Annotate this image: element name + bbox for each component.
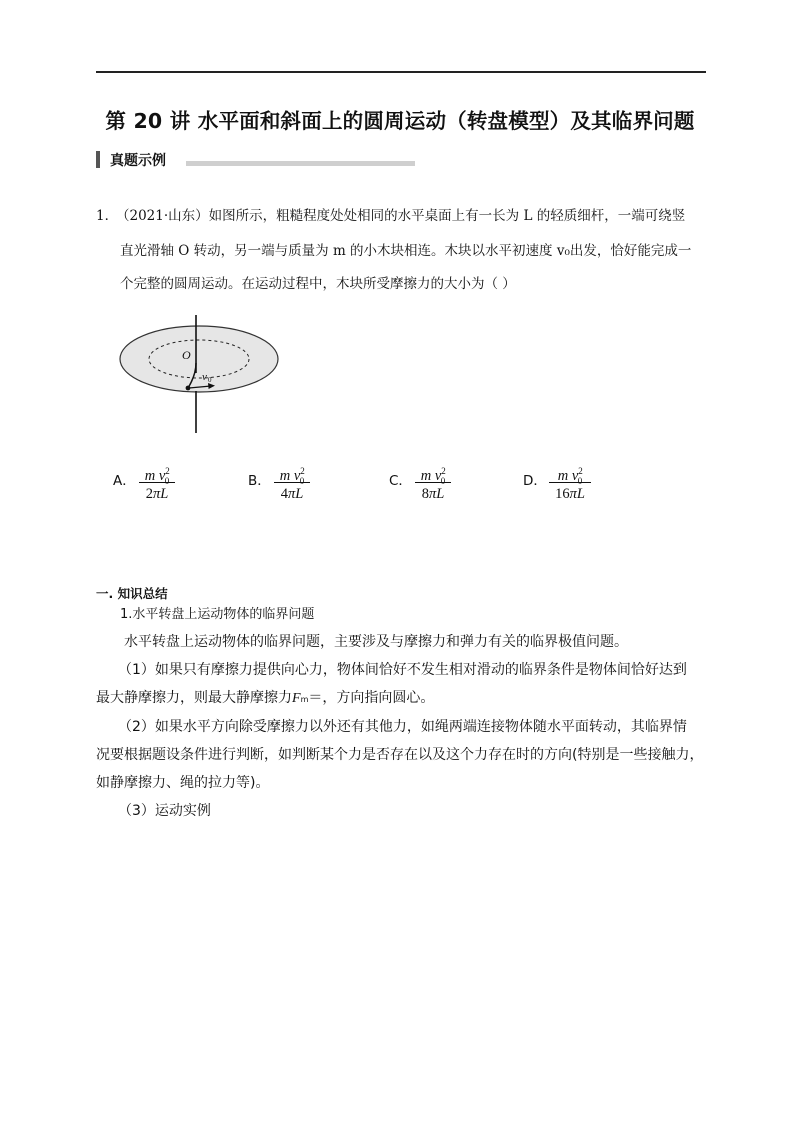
knowledge-intro: 水平转盘上运动物体的临界问题，主要涉及与摩擦力和弹力有关的临界极值问题。 — [124, 634, 628, 650]
turntable-figure — [116, 313, 282, 437]
fm-symbol: F — [292, 691, 301, 706]
knowledge-p1-line2: 最大静摩擦力，则最大静摩擦力Fm＝，方向指向圆心。 — [96, 690, 435, 706]
choice-c[interactable] — [389, 462, 459, 510]
knowledge-heading: 一. 知识总结 — [96, 586, 168, 601]
choice-d-formula: m $v^2_0$ 16πL — [549, 462, 591, 504]
choice-c-formula: m $v^2_0$ 8πL — [415, 462, 451, 504]
choice-letter: C． — [389, 473, 412, 489]
knowledge-p1-line1: （1）如果只有摩擦力提供向心力，物体间恰好不发生相对滑动的临界条件是物体间恰好达到 — [118, 662, 687, 678]
choice-letter: A． — [113, 473, 136, 489]
velocity-label: v — [202, 371, 207, 383]
question-line-2: 直光滑轴 O 转动，另一端与质量为 m 的小木块相连。木块以水平初速度 v₀出发，恰好能完成一 — [120, 243, 692, 259]
choice-b[interactable] — [248, 462, 318, 510]
knowledge-p2-line1: （2）如果水平方向除受摩擦力以外还有其他力，如绳两端连接物体随水平面转动，其临界情 — [118, 719, 687, 735]
choice-a-formula: m $v^2_0$ 2πL — [139, 462, 175, 504]
knowledge-p2-line2: 况要根据题设条件进行判断，如判断某个力是否存在以及这个力存在时的方向(特别是一些接触力， — [96, 747, 704, 763]
section-marker — [96, 151, 100, 168]
choice-letter: D． — [523, 473, 547, 489]
knowledge-p2-line3: 如静摩擦力、绳的拉力等)。 — [96, 775, 270, 791]
point-o-label: O — [182, 348, 191, 362]
question-line-1: （2021·山东）如图所示，粗糙程度处处相同的水平桌面上有一长为 L 的轻质细杆，一端可绕竖 — [116, 208, 686, 224]
velocity-subscript: 0 — [208, 376, 212, 384]
section-underline — [186, 161, 415, 166]
choice-a[interactable] — [113, 462, 183, 510]
choice-letter: B． — [248, 473, 271, 489]
section-label: 真题示例 — [110, 153, 166, 169]
top-rule — [96, 71, 706, 73]
knowledge-subtitle: 1.水平转盘上运动物体的临界问题 — [120, 607, 315, 622]
question-line-3: 个完整的圆周运动。在运动过程中，木块所受摩擦力的大小为（ ） — [120, 276, 516, 292]
choice-d[interactable] — [523, 462, 599, 510]
knowledge-p3: （3）运动实例 — [118, 803, 211, 819]
page-title: 第 20 讲 水平面和斜面上的圆周运动（转盘模型）及其临界问题 — [105, 109, 695, 133]
choice-b-formula: m $v^2_0$ 4πL — [274, 462, 310, 504]
question-number: 1． — [96, 208, 119, 224]
